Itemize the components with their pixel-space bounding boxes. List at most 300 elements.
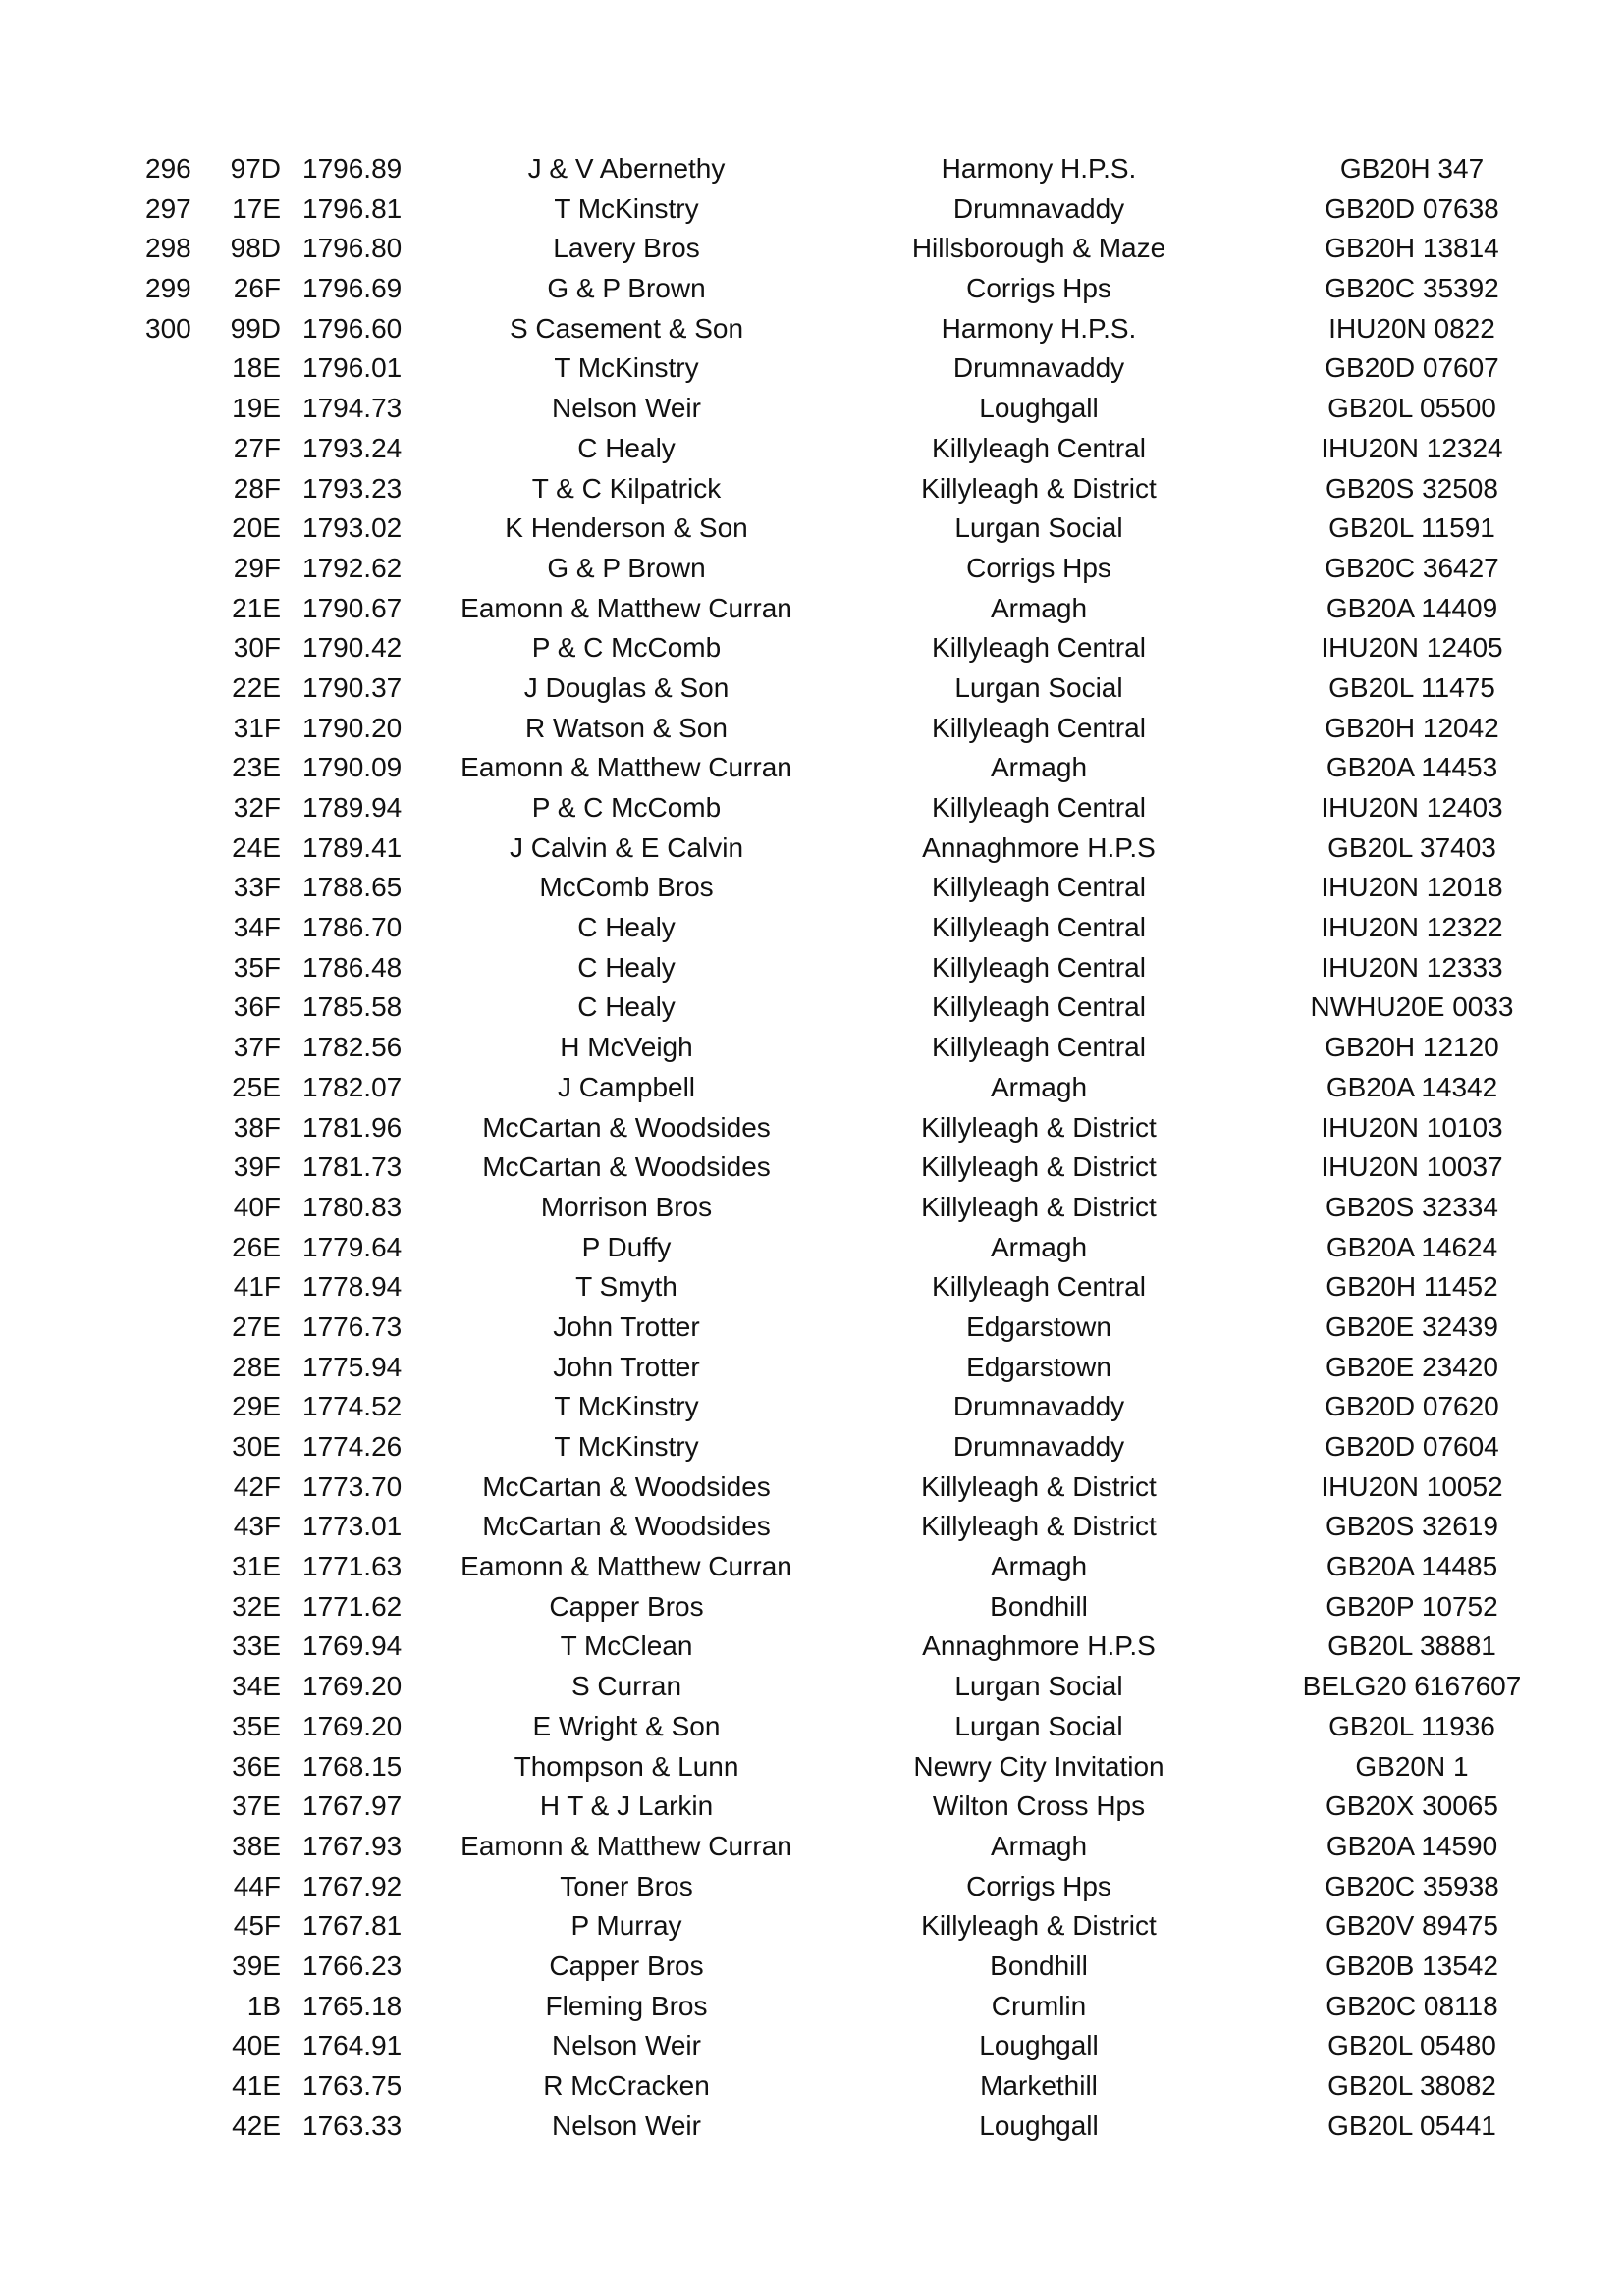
table-row — [145, 1906, 1498, 1947]
velocity-cell: 1781.73 — [302, 1151, 403, 1183]
fancier-name-cell: J Calvin & E Calvin — [509, 831, 744, 863]
ring-cell: 33F — [233, 872, 281, 903]
velocity-cell: 1785.58 — [302, 991, 403, 1023]
velocity-cell: 1796.89 — [302, 153, 403, 184]
table-row — [145, 908, 1503, 948]
ring-cell: 42F — [233, 1470, 281, 1502]
club-cell: Killyleagh Central — [932, 432, 1146, 463]
ring-code-cell: IHU20N 0822 — [1328, 312, 1495, 344]
ring-cell: 98D — [230, 233, 281, 264]
velocity-cell: 1764.91 — [302, 2030, 403, 2061]
ring-code-cell: GB20D 07620 — [1325, 1391, 1499, 1422]
position-cell: 300 — [145, 312, 191, 344]
club-cell: Armagh — [990, 1071, 1088, 1102]
ring-cell: 39F — [233, 1151, 281, 1183]
table-row — [145, 508, 1495, 549]
ring-cell: 33E — [232, 1630, 281, 1662]
ring-cell: 19E — [232, 393, 281, 424]
ring-cell: 31F — [233, 712, 281, 743]
ring-cell: 32E — [232, 1590, 281, 1622]
club-cell: Hillsborough & Maze — [911, 233, 1166, 264]
velocity-cell: 1789.41 — [302, 831, 403, 863]
club-cell: Armagh — [990, 1830, 1088, 1861]
ring-cell: 17E — [232, 192, 281, 224]
ring-cell: 45F — [233, 1910, 281, 1942]
table-row — [145, 389, 1496, 429]
table-row — [145, 309, 1495, 349]
velocity-cell: 1789.94 — [302, 792, 403, 823]
club-cell: Harmony H.P.S. — [941, 153, 1137, 184]
club-cell: Killyleagh Central — [932, 872, 1146, 903]
club-cell: Harmony H.P.S. — [941, 312, 1137, 344]
ring-code-cell: GB20B 13542 — [1326, 1949, 1498, 1981]
ring-code-cell: GB20P 10752 — [1326, 1590, 1498, 1622]
table-row — [145, 348, 1499, 389]
club-cell: Killyleagh Central — [932, 712, 1146, 743]
fancier-name-cell: T McKinstry — [554, 192, 699, 224]
ring-code-cell: IHU20N 12018 — [1321, 872, 1503, 903]
ring-cell: 35E — [232, 1710, 281, 1741]
club-cell: Drumnavaddy — [952, 1391, 1125, 1422]
club-cell: Killyleagh & District — [921, 1111, 1157, 1143]
velocity-cell: 1767.81 — [302, 1910, 403, 1942]
ring-code-cell: GB20D 07604 — [1325, 1431, 1499, 1462]
club-cell: Lurgan Social — [954, 1710, 1123, 1741]
fancier-name-cell: R McCracken — [543, 2070, 710, 2101]
velocity-cell: 1790.42 — [302, 632, 403, 664]
ring-code-cell: GB20D 07607 — [1325, 352, 1499, 384]
club-cell: Killyleagh & District — [921, 472, 1157, 504]
ring-cell: 26F — [233, 273, 281, 304]
velocity-cell: 1763.33 — [302, 2109, 403, 2141]
fancier-name-cell: Toner Bros — [560, 1870, 693, 1901]
table-row — [145, 1827, 1498, 1867]
ring-code-cell: IHU20N 10052 — [1321, 1470, 1503, 1502]
velocity-cell: 1796.81 — [302, 192, 403, 224]
table-row — [145, 1108, 1503, 1148]
table-row — [145, 1587, 1498, 1628]
ring-code-cell: GB20L 11591 — [1328, 512, 1495, 544]
ring-code-cell: GB20H 12042 — [1325, 712, 1499, 743]
club-cell: Edgarstown — [966, 1351, 1111, 1382]
table-row — [145, 1747, 1469, 1788]
fancier-name-cell: K Henderson & Son — [505, 512, 748, 544]
fancier-name-cell: S Curran — [570, 1671, 682, 1702]
ring-code-cell: GB20D 07638 — [1325, 192, 1499, 224]
ring-code-cell: IHU20N 10037 — [1321, 1151, 1503, 1183]
position-cell: 297 — [145, 192, 191, 224]
table-row — [145, 1148, 1503, 1188]
velocity-cell: 1765.18 — [302, 1990, 403, 2021]
ring-cell: 18E — [232, 352, 281, 384]
ring-code-cell: GB20S 32619 — [1326, 1511, 1498, 1542]
ring-code-cell: GB20A 14342 — [1326, 1071, 1498, 1102]
ring-code-cell: GB20A 14409 — [1326, 592, 1498, 623]
fancier-name-cell: T McKinstry — [554, 1431, 699, 1462]
velocity-cell: 1782.07 — [302, 1071, 403, 1102]
table-row — [145, 988, 1514, 1028]
ring-code-cell: GB20L 11475 — [1328, 671, 1495, 703]
velocity-cell: 1786.70 — [302, 912, 403, 943]
ring-cell: 20E — [232, 512, 281, 544]
club-cell: Killyleagh Central — [932, 912, 1146, 943]
velocity-cell: 1796.60 — [302, 312, 403, 344]
ring-code-cell: GB20L 05500 — [1327, 393, 1496, 424]
fancier-name-cell: McCartan & Woodsides — [482, 1470, 771, 1502]
club-cell: Crumlin — [991, 1990, 1087, 2021]
table-row — [145, 1507, 1498, 1547]
velocity-cell: 1768.15 — [302, 1750, 403, 1782]
velocity-cell: 1778.94 — [302, 1271, 403, 1303]
club-cell: Killyleagh Central — [932, 991, 1146, 1023]
ring-code-cell: GB20H 11452 — [1326, 1271, 1498, 1303]
velocity-cell: 1790.67 — [302, 592, 403, 623]
fancier-name-cell: McComb Bros — [539, 872, 714, 903]
club-cell: Wilton Cross Hps — [932, 1790, 1146, 1822]
ring-cell: 34F — [233, 912, 281, 943]
ring-code-cell: GB20C 36427 — [1325, 552, 1499, 583]
table-row — [145, 1947, 1498, 1987]
velocity-cell: 1774.26 — [302, 1431, 403, 1462]
ring-cell: 22E — [232, 671, 281, 703]
fancier-name-cell: E Wright & Son — [532, 1710, 721, 1741]
velocity-cell: 1763.75 — [302, 2070, 403, 2101]
club-cell: Corrigs Hps — [966, 273, 1111, 304]
table-row — [145, 1427, 1499, 1468]
fancier-name-cell: G & P Brown — [547, 273, 706, 304]
table-row — [145, 828, 1496, 869]
club-cell: Killyleagh & District — [921, 1470, 1157, 1502]
ring-code-cell: GB20X 30065 — [1326, 1790, 1498, 1822]
ring-cell: 26E — [232, 1231, 281, 1262]
ring-cell: 29E — [232, 1391, 281, 1422]
ring-cell: 40E — [232, 2030, 281, 2061]
club-cell: Killyleagh Central — [932, 1271, 1146, 1303]
ring-code-cell: GB20S 32508 — [1326, 472, 1498, 504]
fancier-name-cell: G & P Brown — [547, 552, 706, 583]
ring-cell: 37F — [233, 1032, 281, 1063]
table-row — [145, 1707, 1495, 1747]
velocity-cell: 1792.62 — [302, 552, 403, 583]
table-row — [145, 1348, 1498, 1388]
club-cell: Markethill — [980, 2070, 1098, 2101]
table-row — [145, 1468, 1503, 1508]
fancier-name-cell: J & V Abernethy — [527, 153, 726, 184]
velocity-cell: 1771.63 — [302, 1551, 403, 1582]
club-cell: Annaghmore H.P.S — [922, 831, 1156, 863]
ring-cell: 34E — [232, 1671, 281, 1702]
ring-code-cell: GB20N 1 — [1355, 1750, 1469, 1782]
fancier-name-cell: Nelson Weir — [552, 2030, 701, 2061]
table-row — [145, 628, 1503, 668]
position-cell: 296 — [145, 153, 191, 184]
fancier-name-cell: John Trotter — [553, 1351, 700, 1382]
fancier-name-cell: Nelson Weir — [552, 2109, 701, 2141]
table-row — [145, 549, 1499, 589]
ring-cell: 38F — [233, 1111, 281, 1143]
ring-cell: 41F — [233, 1271, 281, 1303]
ring-cell: 37E — [232, 1790, 281, 1822]
ring-cell: 24E — [232, 831, 281, 863]
ring-code-cell: BELG20 6167607 — [1302, 1671, 1522, 1702]
ring-cell: 27E — [232, 1310, 281, 1342]
velocity-cell: 1769.20 — [302, 1710, 403, 1741]
fancier-name-cell: Eamonn & Matthew Curran — [460, 752, 792, 783]
table-row — [145, 1188, 1498, 1228]
position-cell: 299 — [145, 273, 191, 304]
club-cell: Armagh — [990, 752, 1088, 783]
club-cell: Loughgall — [979, 393, 1099, 424]
table-row — [145, 229, 1499, 269]
ring-cell: 23E — [232, 752, 281, 783]
ring-code-cell: GB20V 89475 — [1326, 1910, 1498, 1942]
club-cell: Corrigs Hps — [966, 552, 1111, 583]
fancier-name-cell: P & C McComb — [531, 792, 722, 823]
ring-code-cell: GB20L 38881 — [1327, 1630, 1496, 1662]
club-cell: Armagh — [990, 592, 1088, 623]
club-cell: Edgarstown — [966, 1310, 1111, 1342]
table-row — [145, 1627, 1496, 1667]
table-row — [145, 2107, 1496, 2147]
ring-code-cell: GB20L 11936 — [1328, 1710, 1495, 1741]
club-cell: Killyleagh & District — [921, 1910, 1157, 1942]
fancier-name-cell: J Douglas & Son — [523, 671, 730, 703]
velocity-cell: 1773.70 — [302, 1470, 403, 1502]
table-row — [145, 1228, 1498, 1268]
ring-cell: 99D — [230, 312, 281, 344]
fancier-name-cell: Lavery Bros — [553, 233, 700, 264]
table-row — [145, 2066, 1496, 2107]
results-table — [145, 149, 1522, 2146]
ring-cell: 41E — [232, 2070, 281, 2101]
fancier-name-cell: H T & J Larkin — [539, 1790, 714, 1822]
fancier-name-cell: S Casement & Son — [509, 312, 744, 344]
ring-code-cell: IHU20N 12403 — [1321, 792, 1503, 823]
ring-code-cell: NWHU20E 0033 — [1310, 991, 1514, 1023]
ring-code-cell: GB20L 37403 — [1327, 831, 1496, 863]
fancier-name-cell: P Duffy — [581, 1231, 672, 1262]
club-cell: Drumnavaddy — [952, 1431, 1125, 1462]
club-cell: Newry City Invitation — [913, 1750, 1164, 1782]
ring-cell: 30F — [233, 632, 281, 664]
ring-code-cell: GB20E 23420 — [1326, 1351, 1498, 1382]
velocity-cell: 1782.56 — [302, 1032, 403, 1063]
fancier-name-cell: T McClean — [560, 1630, 693, 1662]
table-row — [145, 1667, 1522, 1707]
velocity-cell: 1769.20 — [302, 1671, 403, 1702]
ring-code-cell: GB20C 35938 — [1325, 1870, 1499, 1901]
club-cell: Killyleagh Central — [932, 1032, 1146, 1063]
velocity-cell: 1790.09 — [302, 752, 403, 783]
ring-code-cell: IHU20N 12322 — [1321, 912, 1503, 943]
table-row — [145, 1787, 1498, 1827]
ring-code-cell: GB20L 05441 — [1327, 2109, 1496, 2141]
club-cell: Annaghmore H.P.S — [922, 1630, 1156, 1662]
velocity-cell: 1766.23 — [302, 1949, 403, 1981]
fancier-name-cell: McCartan & Woodsides — [482, 1511, 771, 1542]
table-row — [145, 788, 1503, 828]
position-cell: 298 — [145, 233, 191, 264]
ring-cell: 30E — [232, 1431, 281, 1462]
fancier-name-cell: C Healy — [577, 951, 676, 983]
table-row — [145, 429, 1503, 469]
ring-cell: 43F — [233, 1511, 281, 1542]
velocity-cell: 1767.92 — [302, 1870, 403, 1901]
club-cell: Drumnavaddy — [952, 192, 1125, 224]
velocity-cell: 1776.73 — [302, 1310, 403, 1342]
club-cell: Killyleagh Central — [932, 951, 1146, 983]
ring-cell: 21E — [232, 592, 281, 623]
fancier-name-cell: T McKinstry — [554, 1391, 699, 1422]
velocity-cell: 1796.80 — [302, 233, 403, 264]
fancier-name-cell: Nelson Weir — [552, 393, 701, 424]
velocity-cell: 1773.01 — [302, 1511, 403, 1542]
club-cell: Lurgan Social — [954, 512, 1123, 544]
fancier-name-cell: Capper Bros — [549, 1590, 704, 1622]
ring-code-cell: IHU20N 10103 — [1321, 1111, 1503, 1143]
ring-cell: 32F — [233, 792, 281, 823]
velocity-cell: 1767.97 — [302, 1790, 403, 1822]
ring-code-cell: GB20L 05480 — [1327, 2030, 1496, 2061]
ring-code-cell: IHU20N 12324 — [1321, 432, 1503, 463]
fancier-name-cell: H McVeigh — [560, 1032, 693, 1063]
table-row — [145, 1867, 1499, 1907]
table-row — [145, 269, 1499, 309]
club-cell: Lurgan Social — [954, 1671, 1123, 1702]
fancier-name-cell: T Smyth — [575, 1271, 677, 1303]
ring-code-cell: GB20A 14590 — [1326, 1830, 1498, 1861]
club-cell: Armagh — [990, 1551, 1088, 1582]
fancier-name-cell: Thompson & Lunn — [514, 1750, 739, 1782]
table-row — [145, 748, 1498, 788]
fancier-name-cell: P & C McComb — [531, 632, 722, 664]
velocity-cell: 1794.73 — [302, 393, 403, 424]
table-row — [145, 469, 1498, 509]
ring-cell: 35F — [233, 951, 281, 983]
table-row — [145, 1987, 1498, 2027]
fancier-name-cell: John Trotter — [553, 1310, 700, 1342]
ring-cell: 25E — [232, 1071, 281, 1102]
club-cell: Killyleagh Central — [932, 632, 1146, 664]
velocity-cell: 1767.93 — [302, 1830, 403, 1861]
table-row — [145, 149, 1485, 189]
velocity-cell: 1788.65 — [302, 872, 403, 903]
table-row — [145, 1308, 1498, 1348]
table-row — [145, 948, 1503, 988]
club-cell: Loughgall — [979, 2030, 1099, 2061]
ring-code-cell: GB20E 32439 — [1326, 1310, 1498, 1342]
fancier-name-cell: Morrison Bros — [540, 1191, 713, 1222]
ring-cell: 28F — [233, 472, 281, 504]
fancier-name-cell: T & C Kilpatrick — [531, 472, 722, 504]
club-cell: Killyleagh & District — [921, 1151, 1157, 1183]
club-cell: Killyleagh & District — [921, 1191, 1157, 1222]
velocity-cell: 1771.62 — [302, 1590, 403, 1622]
ring-cell: 28E — [232, 1351, 281, 1382]
velocity-cell: 1796.69 — [302, 273, 403, 304]
table-row — [145, 668, 1495, 709]
velocity-cell: 1781.96 — [302, 1111, 403, 1143]
velocity-cell: 1775.94 — [302, 1351, 403, 1382]
ring-code-cell: GB20S 32334 — [1326, 1191, 1498, 1222]
fancier-name-cell: Eamonn & Matthew Curran — [460, 1551, 792, 1582]
velocity-cell: 1796.01 — [302, 352, 403, 384]
club-cell: Lurgan Social — [954, 671, 1123, 703]
table-row — [145, 189, 1499, 230]
fancier-name-cell: R Watson & Son — [525, 712, 728, 743]
velocity-cell: 1793.02 — [302, 512, 403, 544]
ring-code-cell: GB20A 14485 — [1326, 1551, 1498, 1582]
ring-cell: 97D — [230, 153, 281, 184]
club-cell: Corrigs Hps — [966, 1870, 1111, 1901]
ring-code-cell: IHU20N 12405 — [1321, 632, 1503, 664]
velocity-cell: 1780.83 — [302, 1191, 403, 1222]
velocity-cell: 1786.48 — [302, 951, 403, 983]
club-cell: Armagh — [990, 1231, 1088, 1262]
ring-code-cell: GB20H 12120 — [1325, 1032, 1499, 1063]
table-row — [145, 868, 1503, 908]
club-cell: Bondhill — [990, 1949, 1088, 1981]
ring-code-cell: GB20A 14453 — [1326, 752, 1498, 783]
fancier-name-cell: T McKinstry — [554, 352, 699, 384]
fancier-name-cell: Eamonn & Matthew Curran — [460, 592, 792, 623]
ring-cell: 39E — [232, 1949, 281, 1981]
velocity-cell: 1779.64 — [302, 1231, 403, 1262]
club-cell: Loughgall — [979, 2109, 1099, 2141]
club-cell: Drumnavaddy — [952, 352, 1125, 384]
ring-cell: 42E — [232, 2109, 281, 2141]
fancier-name-cell: P Murray — [570, 1910, 682, 1942]
ring-code-cell: GB20H 347 — [1339, 153, 1485, 184]
ring-cell: 44F — [233, 1870, 281, 1901]
fancier-name-cell: C Healy — [577, 432, 676, 463]
ring-cell: 29F — [233, 552, 281, 583]
ring-cell: 40F — [233, 1191, 281, 1222]
table-row — [145, 589, 1498, 629]
fancier-name-cell: C Healy — [577, 991, 676, 1023]
velocity-cell: 1769.94 — [302, 1630, 403, 1662]
ring-cell: 38E — [232, 1830, 281, 1861]
ring-code-cell: GB20C 08118 — [1326, 1990, 1498, 2021]
velocity-cell: 1790.20 — [302, 712, 403, 743]
fancier-name-cell: McCartan & Woodsides — [482, 1111, 771, 1143]
fancier-name-cell: Capper Bros — [549, 1949, 704, 1981]
ring-cell: 31E — [232, 1551, 281, 1582]
ring-cell: 1B — [246, 1990, 281, 2021]
ring-code-cell: IHU20N 12333 — [1321, 951, 1503, 983]
table-row — [145, 1028, 1499, 1068]
velocity-cell: 1793.23 — [302, 472, 403, 504]
club-cell: Killyleagh & District — [921, 1511, 1157, 1542]
club-cell: Bondhill — [990, 1590, 1088, 1622]
fancier-name-cell: C Healy — [577, 912, 676, 943]
table-row — [145, 1068, 1498, 1108]
ring-code-cell: GB20A 14624 — [1326, 1231, 1498, 1262]
ring-code-cell: GB20C 35392 — [1325, 273, 1499, 304]
velocity-cell: 1793.24 — [302, 432, 403, 463]
fancier-name-cell: J Campbell — [557, 1071, 696, 1102]
ring-cell: 36E — [232, 1750, 281, 1782]
table-row — [145, 1387, 1499, 1427]
fancier-name-cell: Fleming Bros — [545, 1990, 708, 2021]
fancier-name-cell: Eamonn & Matthew Curran — [460, 1830, 792, 1861]
fancier-name-cell: McCartan & Woodsides — [482, 1151, 771, 1183]
table-row — [145, 2026, 1496, 2066]
ring-cell: 36F — [233, 991, 281, 1023]
velocity-cell: 1774.52 — [302, 1391, 403, 1422]
ring-code-cell: GB20H 13814 — [1325, 233, 1499, 264]
ring-cell: 27F — [233, 432, 281, 463]
